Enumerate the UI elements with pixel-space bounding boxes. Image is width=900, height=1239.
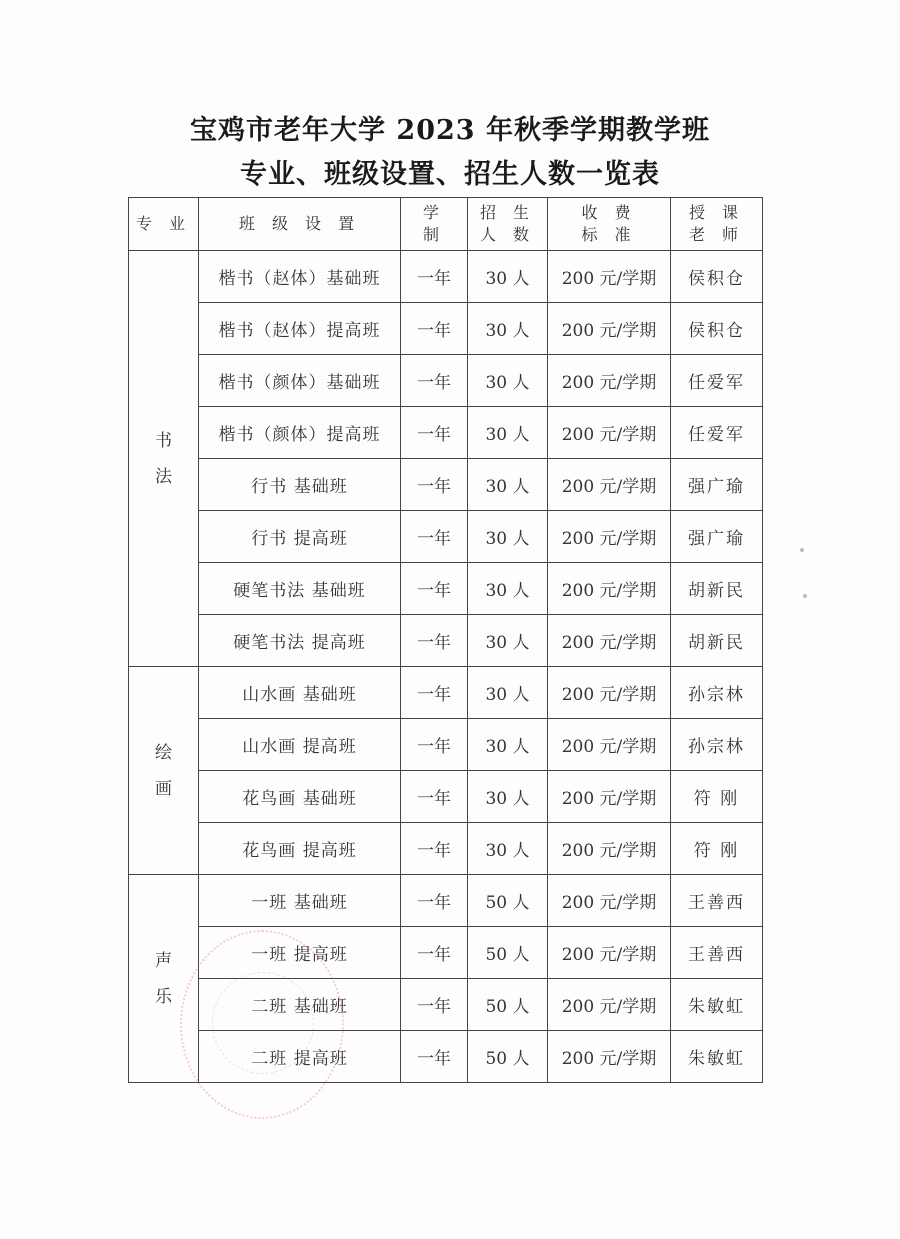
teacher-cell: 孙宗林	[671, 667, 763, 719]
enrollment-cell: 30 人	[468, 355, 548, 407]
teacher-cell: 孙宗林	[671, 719, 763, 771]
class-name-cell: 楷书（颜体）基础班	[199, 355, 401, 407]
fee-cell: 200 元/学期	[548, 979, 671, 1031]
table-row	[129, 667, 763, 719]
class-name-cell: 硬笔书法 提高班	[199, 615, 401, 667]
study-length-cell: 一年	[401, 459, 468, 511]
class-name-cell: 硬笔书法 基础班	[199, 563, 401, 615]
major-cell	[129, 667, 199, 875]
header-major: 专 业	[129, 198, 199, 251]
fee-cell: 200 元/学期	[548, 459, 671, 511]
teacher-cell: 王善西	[671, 875, 763, 927]
header-enroll-line-2: 人 数	[479, 225, 536, 244]
table-row	[129, 459, 763, 511]
class-name-cell: 花鸟画 基础班	[199, 771, 401, 823]
header-fee	[548, 198, 671, 251]
header-enroll	[468, 198, 548, 251]
class-name-cell: 楷书（赵体）提高班	[199, 303, 401, 355]
teacher-cell: 符 刚	[671, 771, 763, 823]
table-row	[129, 407, 763, 459]
study-length-cell: 一年	[401, 823, 468, 875]
teacher-cell: 侯积仓	[671, 251, 763, 303]
class-name-cell: 行书 基础班	[199, 459, 401, 511]
table-row	[129, 303, 763, 355]
scan-speck	[803, 594, 807, 598]
table-header-row	[129, 198, 763, 251]
teacher-cell: 朱敏虹	[671, 979, 763, 1031]
teacher-cell: 朱敏虹	[671, 1031, 763, 1083]
fee-cell: 200 元/学期	[548, 1031, 671, 1083]
header-class: 班 级 设 置	[199, 198, 401, 251]
fee-cell: 200 元/学期	[548, 303, 671, 355]
class-roster-table	[128, 197, 763, 1083]
major-char: 画	[155, 778, 172, 799]
enrollment-cell: 30 人	[468, 251, 548, 303]
class-name-cell: 二班 提高班	[199, 1031, 401, 1083]
table-row	[129, 355, 763, 407]
document-title-line-2: 专业、班级设置、招生人数一览表	[240, 159, 660, 190]
fee-cell: 200 元/学期	[548, 875, 671, 927]
fee-cell: 200 元/学期	[548, 563, 671, 615]
study-length-cell: 一年	[401, 1031, 468, 1083]
table-row	[129, 771, 763, 823]
teacher-cell: 胡新民	[671, 563, 763, 615]
header-fee-line-2: 标 准	[581, 225, 637, 244]
study-length-cell: 一年	[401, 667, 468, 719]
teacher-cell: 强广瑜	[671, 459, 763, 511]
enrollment-cell: 30 人	[468, 823, 548, 875]
teacher-cell: 任爱军	[671, 407, 763, 459]
fee-cell: 200 元/学期	[548, 355, 671, 407]
header-system	[401, 198, 468, 251]
class-name-cell: 行书 提高班	[199, 511, 401, 563]
enrollment-cell: 30 人	[468, 459, 548, 511]
enrollment-cell: 30 人	[468, 303, 548, 355]
fee-cell: 200 元/学期	[548, 407, 671, 459]
study-length-cell: 一年	[401, 719, 468, 771]
teacher-cell: 符 刚	[671, 823, 763, 875]
class-name-cell: 山水画 基础班	[199, 667, 401, 719]
study-length-cell: 一年	[401, 615, 468, 667]
teacher-cell: 王善西	[671, 927, 763, 979]
enrollment-cell: 30 人	[468, 511, 548, 563]
fee-cell: 200 元/学期	[548, 771, 671, 823]
table-row	[129, 927, 763, 979]
teacher-cell: 胡新民	[671, 615, 763, 667]
enrollment-cell: 30 人	[468, 667, 548, 719]
enrollment-cell: 30 人	[468, 771, 548, 823]
header-enroll-line-1: 招 生	[479, 203, 536, 222]
major-char: 声	[155, 950, 172, 971]
header-teacher	[671, 198, 763, 251]
table-row	[129, 875, 763, 927]
study-length-cell: 一年	[401, 927, 468, 979]
class-name-cell: 楷书（颜体）提高班	[199, 407, 401, 459]
header-teacher-line-2: 老 师	[688, 225, 745, 244]
enrollment-cell: 50 人	[468, 979, 548, 1031]
table-row	[129, 615, 763, 667]
study-length-cell: 一年	[401, 303, 468, 355]
class-name-cell: 一班 提高班	[199, 927, 401, 979]
class-name-cell: 二班 基础班	[199, 979, 401, 1031]
document-title-line-1: 宝鸡市老年大学 2023 年秋季学期教学班	[190, 115, 710, 146]
major-cell	[129, 251, 199, 667]
header-fee-line-1: 收 费	[581, 203, 637, 222]
enrollment-cell: 50 人	[468, 1031, 548, 1083]
enrollment-cell: 30 人	[468, 719, 548, 771]
study-length-cell: 一年	[401, 251, 468, 303]
fee-cell: 200 元/学期	[548, 511, 671, 563]
study-length-cell: 一年	[401, 771, 468, 823]
table-row	[129, 251, 763, 303]
header-teacher-line-1: 授 课	[688, 203, 745, 222]
fee-cell: 200 元/学期	[548, 667, 671, 719]
table-row	[129, 719, 763, 771]
major-char: 书	[155, 430, 172, 451]
enrollment-cell: 30 人	[468, 407, 548, 459]
fee-cell: 200 元/学期	[548, 927, 671, 979]
table-row	[129, 823, 763, 875]
study-length-cell: 一年	[401, 355, 468, 407]
study-length-cell: 一年	[401, 511, 468, 563]
teacher-cell: 强广瑜	[671, 511, 763, 563]
major-cell	[129, 875, 199, 1083]
major-char: 绘	[155, 742, 172, 763]
teacher-cell: 任爱军	[671, 355, 763, 407]
fee-cell: 200 元/学期	[548, 251, 671, 303]
table-row	[129, 1031, 763, 1083]
enrollment-cell: 50 人	[468, 875, 548, 927]
scan-speck	[800, 548, 804, 552]
table-row	[129, 979, 763, 1031]
study-length-cell: 一年	[401, 979, 468, 1031]
header-system-line-2: 制	[422, 225, 445, 244]
class-name-cell: 山水画 提高班	[199, 719, 401, 771]
fee-cell: 200 元/学期	[548, 823, 671, 875]
study-length-cell: 一年	[401, 875, 468, 927]
study-length-cell: 一年	[401, 563, 468, 615]
fee-cell: 200 元/学期	[548, 719, 671, 771]
enrollment-cell: 30 人	[468, 615, 548, 667]
fee-cell: 200 元/学期	[548, 615, 671, 667]
table-row	[129, 511, 763, 563]
teacher-cell: 侯积仓	[671, 303, 763, 355]
class-name-cell: 楷书（赵体）基础班	[199, 251, 401, 303]
class-name-cell: 一班 基础班	[199, 875, 401, 927]
major-char: 法	[155, 466, 172, 487]
study-length-cell: 一年	[401, 407, 468, 459]
table-body	[129, 251, 763, 1083]
class-name-cell: 花鸟画 提高班	[199, 823, 401, 875]
header-system-line-1: 学	[422, 203, 445, 222]
enrollment-cell: 50 人	[468, 927, 548, 979]
table-row	[129, 563, 763, 615]
major-char: 乐	[155, 986, 172, 1007]
enrollment-cell: 30 人	[468, 563, 548, 615]
